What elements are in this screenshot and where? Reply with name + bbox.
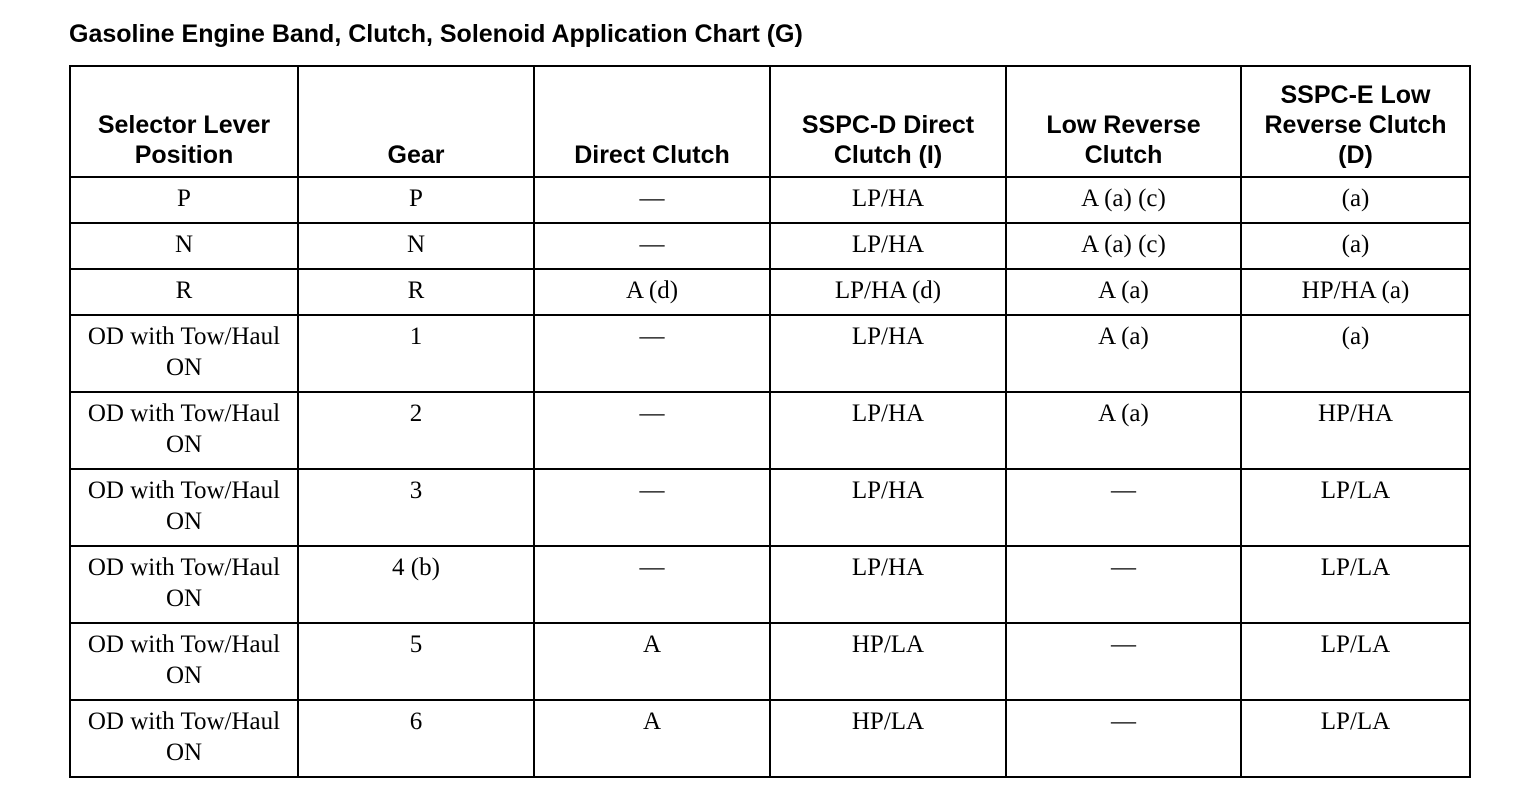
cell-gear: 2	[298, 392, 534, 469]
cell-selector: OD with Tow/Haul ON	[70, 469, 298, 546]
table-row	[70, 392, 1470, 469]
cell-direct-clutch: —	[534, 546, 770, 623]
table-row	[70, 700, 1470, 777]
header-direct-clutch: Direct Clutch	[534, 66, 770, 177]
cell-sspc-e: LP/LA	[1241, 469, 1470, 546]
cell-sspc-e: (a)	[1241, 223, 1470, 269]
cell-low-reverse: —	[1006, 623, 1241, 700]
table-row	[70, 546, 1470, 623]
cell-low-reverse: A (a)	[1006, 269, 1241, 315]
header-sspc-e-low-reverse-clutch: SSPC-E Low Reverse Clutch (D)	[1241, 66, 1470, 177]
cell-selector: OD with Tow/Haul ON	[70, 392, 298, 469]
header-low-reverse-clutch: Low Reverse Clutch	[1006, 66, 1241, 177]
cell-low-reverse: A (a)	[1006, 315, 1241, 392]
cell-low-reverse: A (a) (c)	[1006, 223, 1241, 269]
cell-direct-clutch: —	[534, 315, 770, 392]
cell-selector: OD with Tow/Haul ON	[70, 315, 298, 392]
cell-low-reverse: —	[1006, 700, 1241, 777]
header-sspc-d-direct-clutch: SSPC-D Direct Clutch (I)	[770, 66, 1006, 177]
cell-sspc-e: HP/HA	[1241, 392, 1470, 469]
cell-low-reverse: —	[1006, 469, 1241, 546]
cell-direct-clutch: A (d)	[534, 269, 770, 315]
cell-sspc-e: LP/LA	[1241, 623, 1470, 700]
cell-gear: 6	[298, 700, 534, 777]
cell-selector: OD with Tow/Haul ON	[70, 623, 298, 700]
cell-sspc-d: LP/HA	[770, 546, 1006, 623]
cell-direct-clutch: —	[534, 177, 770, 223]
cell-direct-clutch: —	[534, 392, 770, 469]
cell-direct-clutch: —	[534, 223, 770, 269]
header-selector-lever-position: Selector Lever Position	[70, 66, 298, 177]
cell-sspc-d: HP/LA	[770, 623, 1006, 700]
cell-sspc-d: LP/HA	[770, 177, 1006, 223]
cell-direct-clutch: A	[534, 700, 770, 777]
cell-sspc-e: (a)	[1241, 177, 1470, 223]
cell-direct-clutch: A	[534, 623, 770, 700]
cell-gear: N	[298, 223, 534, 269]
cell-low-reverse: A (a)	[1006, 392, 1241, 469]
cell-gear: 4 (b)	[298, 546, 534, 623]
cell-sspc-d: LP/HA	[770, 315, 1006, 392]
cell-selector: OD with Tow/Haul ON	[70, 700, 298, 777]
cell-gear: 3	[298, 469, 534, 546]
cell-sspc-d: HP/LA	[770, 700, 1006, 777]
cell-selector: N	[70, 223, 298, 269]
cell-sspc-e: LP/LA	[1241, 700, 1470, 777]
cell-direct-clutch: —	[534, 469, 770, 546]
page-title: Gasoline Engine Band, Clutch, Solenoid Application Chart (G)	[69, 20, 803, 48]
header-gear: Gear	[298, 66, 534, 177]
table-row	[70, 469, 1470, 546]
cell-sspc-d: LP/HA	[770, 223, 1006, 269]
cell-selector: P	[70, 177, 298, 223]
application-chart-table	[69, 65, 1471, 778]
cell-low-reverse: —	[1006, 546, 1241, 623]
cell-sspc-d: LP/HA	[770, 469, 1006, 546]
cell-gear: 1	[298, 315, 534, 392]
table-row	[70, 315, 1470, 392]
table-header-row	[70, 66, 1470, 177]
cell-sspc-d: LP/HA	[770, 392, 1006, 469]
cell-sspc-e: (a)	[1241, 315, 1470, 392]
cell-selector: R	[70, 269, 298, 315]
cell-gear: P	[298, 177, 534, 223]
cell-low-reverse: A (a) (c)	[1006, 177, 1241, 223]
cell-sspc-d: LP/HA (d)	[770, 269, 1006, 315]
table-row	[70, 623, 1470, 700]
table-row	[70, 177, 1470, 223]
table-row	[70, 223, 1470, 269]
cell-sspc-e: LP/LA	[1241, 546, 1470, 623]
cell-gear: R	[298, 269, 534, 315]
cell-selector: OD with Tow/Haul ON	[70, 546, 298, 623]
cell-sspc-e: HP/HA (a)	[1241, 269, 1470, 315]
table-row	[70, 269, 1470, 315]
cell-gear: 5	[298, 623, 534, 700]
